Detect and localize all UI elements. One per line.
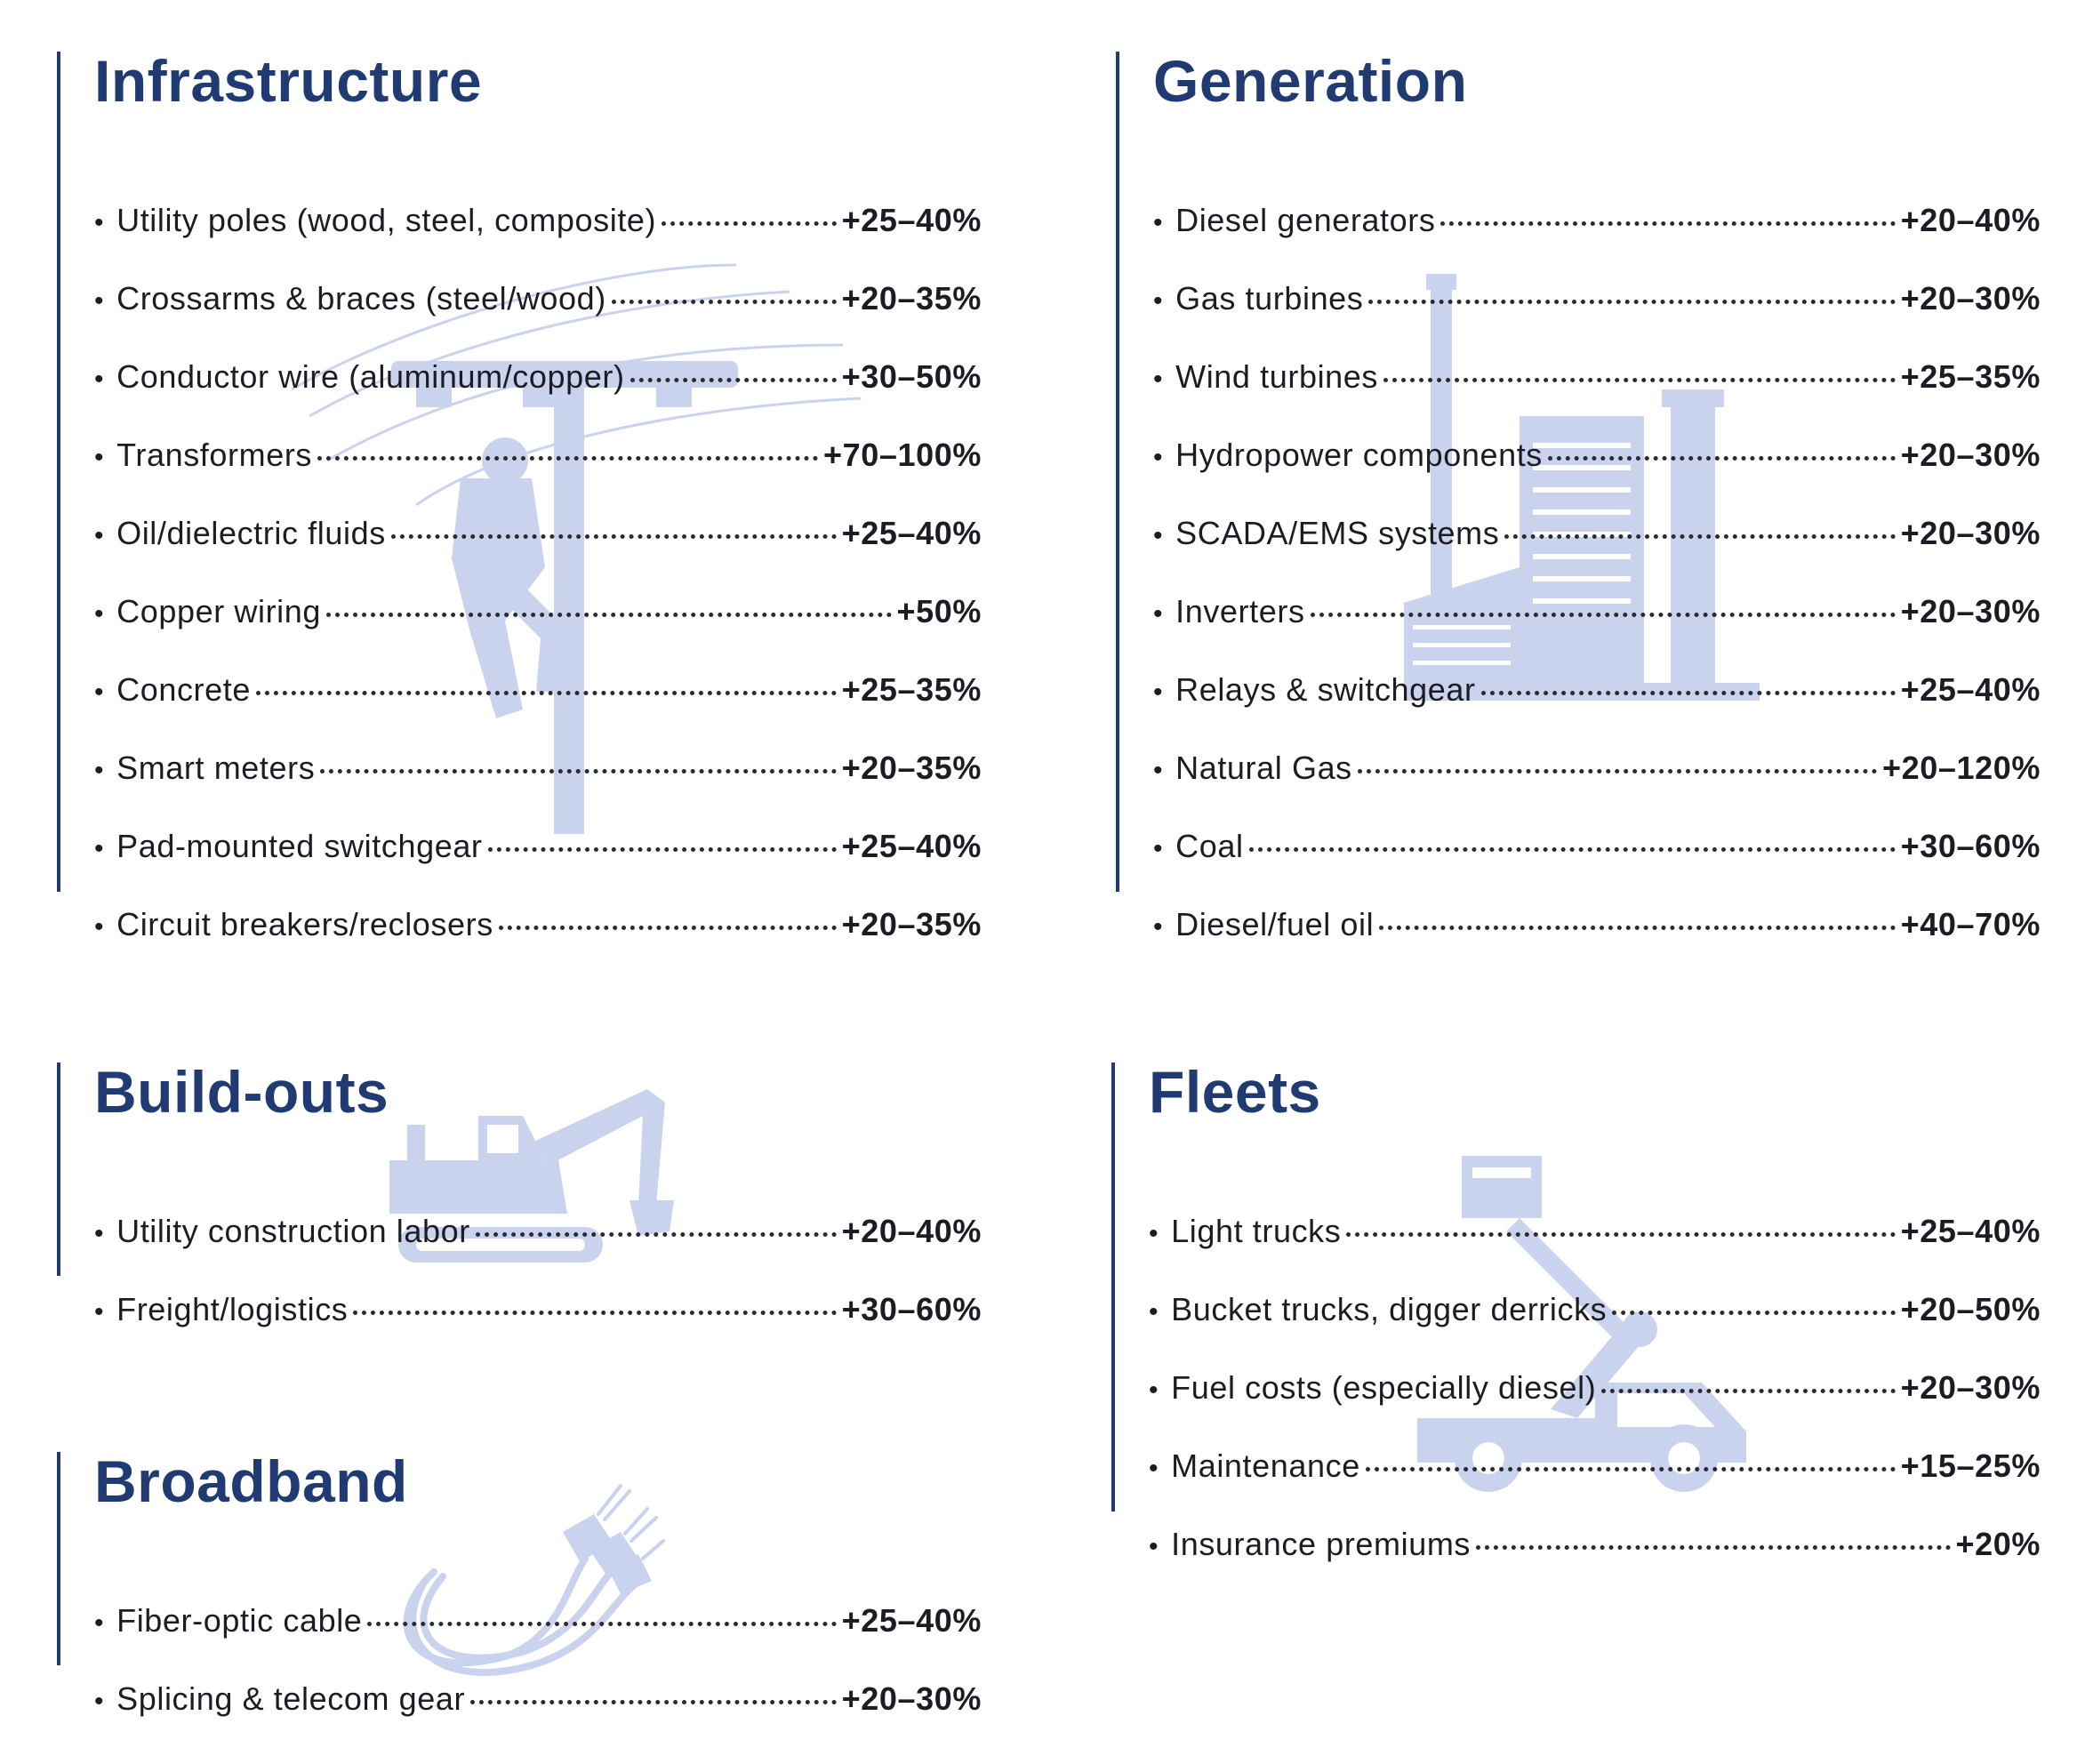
- dot-leader: [1249, 847, 1896, 852]
- dot-leader: [1481, 691, 1896, 695]
- dot-leader: [1612, 1311, 1895, 1315]
- dot-leader: [1358, 769, 1877, 774]
- list-item: [1149, 1349, 2041, 1427]
- bullet-icon: •: [94, 756, 105, 785]
- dot-leader: [1368, 300, 1895, 304]
- section-generation: [1116, 48, 2041, 942]
- item-value: +20%: [1955, 1526, 2041, 1562]
- list-item: [1153, 886, 2041, 964]
- bullet-icon: •: [94, 678, 105, 707]
- item-value: +20–30%: [1900, 593, 2041, 629]
- item-value: +25–40%: [841, 515, 982, 551]
- list-item: [94, 1192, 982, 1271]
- dot-leader: [1311, 613, 1896, 617]
- section-title: Broadband: [94, 1448, 408, 1514]
- dot-leader: [1440, 221, 1895, 226]
- item-label: Oil/dielectric fluids: [116, 515, 386, 551]
- item-label: Utility construction labor: [116, 1213, 470, 1249]
- item-value: +20–30%: [1900, 515, 2041, 551]
- list-item: [1149, 1427, 2041, 1505]
- dot-leader: [391, 534, 837, 539]
- section-title: Infrastructure: [94, 48, 483, 114]
- bullet-icon: •: [94, 1297, 105, 1327]
- item-label: Gas turbines: [1175, 280, 1364, 317]
- item-label: Conductor wire (aluminum/copper): [116, 358, 625, 395]
- item-value: +25–35%: [841, 671, 982, 708]
- bullet-icon: •: [94, 286, 105, 316]
- dot-leader: [630, 378, 837, 382]
- section-title: Build-outs: [94, 1059, 389, 1125]
- item-label: Relays & switchgear: [1175, 671, 1476, 708]
- dot-leader: [256, 691, 837, 695]
- dot-leader: [1548, 456, 1896, 461]
- item-label: Maintenance: [1171, 1447, 1360, 1484]
- item-value: +30–50%: [841, 358, 982, 395]
- bullet-icon: •: [94, 912, 105, 942]
- item-label: Hydropower components: [1175, 437, 1543, 473]
- bullet-icon: •: [94, 1687, 105, 1716]
- bullet-icon: •: [1149, 1454, 1159, 1483]
- list-item: [1153, 651, 2041, 729]
- bullet-icon: •: [94, 1219, 105, 1248]
- dot-leader: [353, 1311, 836, 1315]
- dot-leader: [326, 613, 892, 617]
- item-value: +25–40%: [841, 1602, 982, 1639]
- item-value: +25–40%: [841, 202, 982, 238]
- dot-leader: [1476, 1545, 1950, 1550]
- dot-leader: [499, 926, 837, 930]
- item-label: Circuit breakers/reclosers: [116, 906, 493, 942]
- list-item: [94, 1582, 982, 1660]
- item-label: Pad-mounted switchgear: [116, 828, 483, 864]
- bullet-icon: •: [94, 208, 105, 237]
- item-label: Insurance premiums: [1171, 1526, 1472, 1562]
- item-value: +20–120%: [1882, 750, 2041, 786]
- bullet-icon: •: [1153, 521, 1164, 550]
- item-label: Smart meters: [116, 750, 316, 786]
- item-value: +20–40%: [1900, 202, 2041, 238]
- dot-leader: [1504, 534, 1895, 539]
- section-fleets: [1111, 1059, 2041, 1562]
- item-value: +20–30%: [841, 1680, 982, 1717]
- dot-leader: [1601, 1389, 1895, 1393]
- list-item: [94, 729, 982, 807]
- item-value: +30–60%: [841, 1291, 982, 1327]
- list-item: [94, 1271, 982, 1349]
- bullet-icon: •: [1153, 834, 1164, 863]
- list-item: [94, 886, 982, 964]
- item-value: +25–40%: [841, 828, 982, 864]
- item-value: +20–35%: [841, 280, 982, 317]
- bullet-icon: •: [1153, 756, 1164, 785]
- item-label: Fiber-optic cable: [116, 1602, 363, 1639]
- item-value: +25–40%: [1900, 1213, 2041, 1249]
- bullet-icon: •: [94, 443, 105, 472]
- bullet-icon: •: [1149, 1219, 1159, 1248]
- item-label: Diesel generators: [1175, 202, 1436, 238]
- dot-leader: [488, 847, 837, 852]
- dot-leader: [470, 1700, 837, 1704]
- buildouts-list: [94, 1192, 982, 1349]
- item-value: +20–35%: [841, 750, 982, 786]
- item-value: +20–35%: [841, 906, 982, 942]
- dot-leader: [1346, 1232, 1895, 1237]
- list-item: [94, 1660, 982, 1738]
- dot-leader: [317, 456, 818, 461]
- item-label: Utility poles (wood, steel, composite): [116, 202, 657, 238]
- item-label: Copper wiring: [116, 593, 322, 629]
- item-label: Light trucks: [1171, 1213, 1342, 1249]
- list-item: [1149, 1505, 2041, 1584]
- item-value: +30–60%: [1900, 828, 2041, 864]
- bullet-icon: •: [1153, 286, 1164, 316]
- item-label: Crossarms & braces (steel/wood): [116, 280, 606, 317]
- list-item: [1149, 1192, 2041, 1271]
- item-label: Diesel/fuel oil: [1175, 906, 1375, 942]
- list-item: [94, 416, 982, 494]
- dot-leader: [367, 1622, 836, 1626]
- list-item: [94, 260, 982, 338]
- list-item: [94, 573, 982, 651]
- item-label: Concrete: [116, 671, 251, 708]
- bullet-icon: •: [94, 834, 105, 863]
- section-infrastructure: [57, 48, 982, 942]
- bullet-icon: •: [1153, 443, 1164, 472]
- list-item: [1153, 181, 2041, 260]
- infrastructure-list: [94, 181, 982, 964]
- section-title: Generation: [1153, 48, 1468, 114]
- item-value: +20–30%: [1900, 1369, 2041, 1406]
- bullet-icon: •: [94, 365, 105, 394]
- bullet-icon: •: [1149, 1375, 1159, 1405]
- list-item: [1153, 573, 2041, 651]
- item-label: Splicing & telecom gear: [116, 1680, 466, 1717]
- bullet-icon: •: [1153, 208, 1164, 237]
- list-item: [1153, 729, 2041, 807]
- dot-leader: [1379, 926, 1895, 930]
- list-item: [1153, 416, 2041, 494]
- list-item: [1153, 260, 2041, 338]
- item-label: Bucket trucks, digger derricks: [1171, 1291, 1608, 1327]
- item-label: Wind turbines: [1175, 358, 1379, 395]
- section-title: Fleets: [1149, 1059, 1321, 1125]
- item-value: +20–30%: [1900, 280, 2041, 317]
- list-item: [94, 181, 982, 260]
- bullet-icon: •: [1153, 365, 1164, 394]
- bullet-icon: •: [94, 1608, 105, 1638]
- item-label: Transformers: [116, 437, 313, 473]
- bullet-icon: •: [94, 599, 105, 629]
- list-item: [94, 651, 982, 729]
- dot-leader: [320, 769, 836, 774]
- bullet-icon: •: [1153, 678, 1164, 707]
- list-item: [1153, 494, 2041, 573]
- item-value: +70–100%: [823, 437, 982, 473]
- item-label: Coal: [1175, 828, 1244, 864]
- list-item: [1153, 807, 2041, 886]
- item-value: +20–50%: [1900, 1291, 2041, 1327]
- broadband-list: [94, 1582, 982, 1738]
- item-label: SCADA/EMS systems: [1175, 515, 1500, 551]
- section-broadband: [57, 1448, 982, 1717]
- item-value: +25–40%: [1900, 671, 2041, 708]
- bullet-icon: •: [1153, 599, 1164, 629]
- dot-leader: [1366, 1467, 1896, 1471]
- dot-leader: [612, 300, 837, 304]
- dot-leader: [1383, 378, 1896, 382]
- section-buildouts: [57, 1059, 982, 1327]
- item-label: Natural Gas: [1175, 750, 1352, 786]
- list-item: [1153, 338, 2041, 416]
- list-item: [94, 807, 982, 886]
- item-value: +40–70%: [1900, 906, 2041, 942]
- list-item: [94, 494, 982, 573]
- bullet-icon: •: [1149, 1532, 1159, 1561]
- bullet-icon: •: [94, 521, 105, 550]
- bullet-icon: •: [1153, 912, 1164, 942]
- item-label: Inverters: [1175, 593, 1305, 629]
- bullet-icon: •: [1149, 1297, 1159, 1327]
- list-item: [1149, 1271, 2041, 1349]
- fleets-list: [1149, 1192, 2041, 1584]
- item-value: +20–40%: [841, 1213, 982, 1249]
- item-value: +25–35%: [1900, 358, 2041, 395]
- dot-leader: [476, 1232, 837, 1237]
- item-label: Fuel costs (especially diesel): [1171, 1369, 1597, 1406]
- list-item: [94, 338, 982, 416]
- item-value: +15–25%: [1900, 1447, 2041, 1484]
- item-label: Freight/logistics: [116, 1291, 349, 1327]
- item-value: +50%: [896, 593, 982, 629]
- item-value: +20–30%: [1900, 437, 2041, 473]
- generation-list: [1153, 181, 2041, 964]
- dot-leader: [662, 221, 837, 226]
